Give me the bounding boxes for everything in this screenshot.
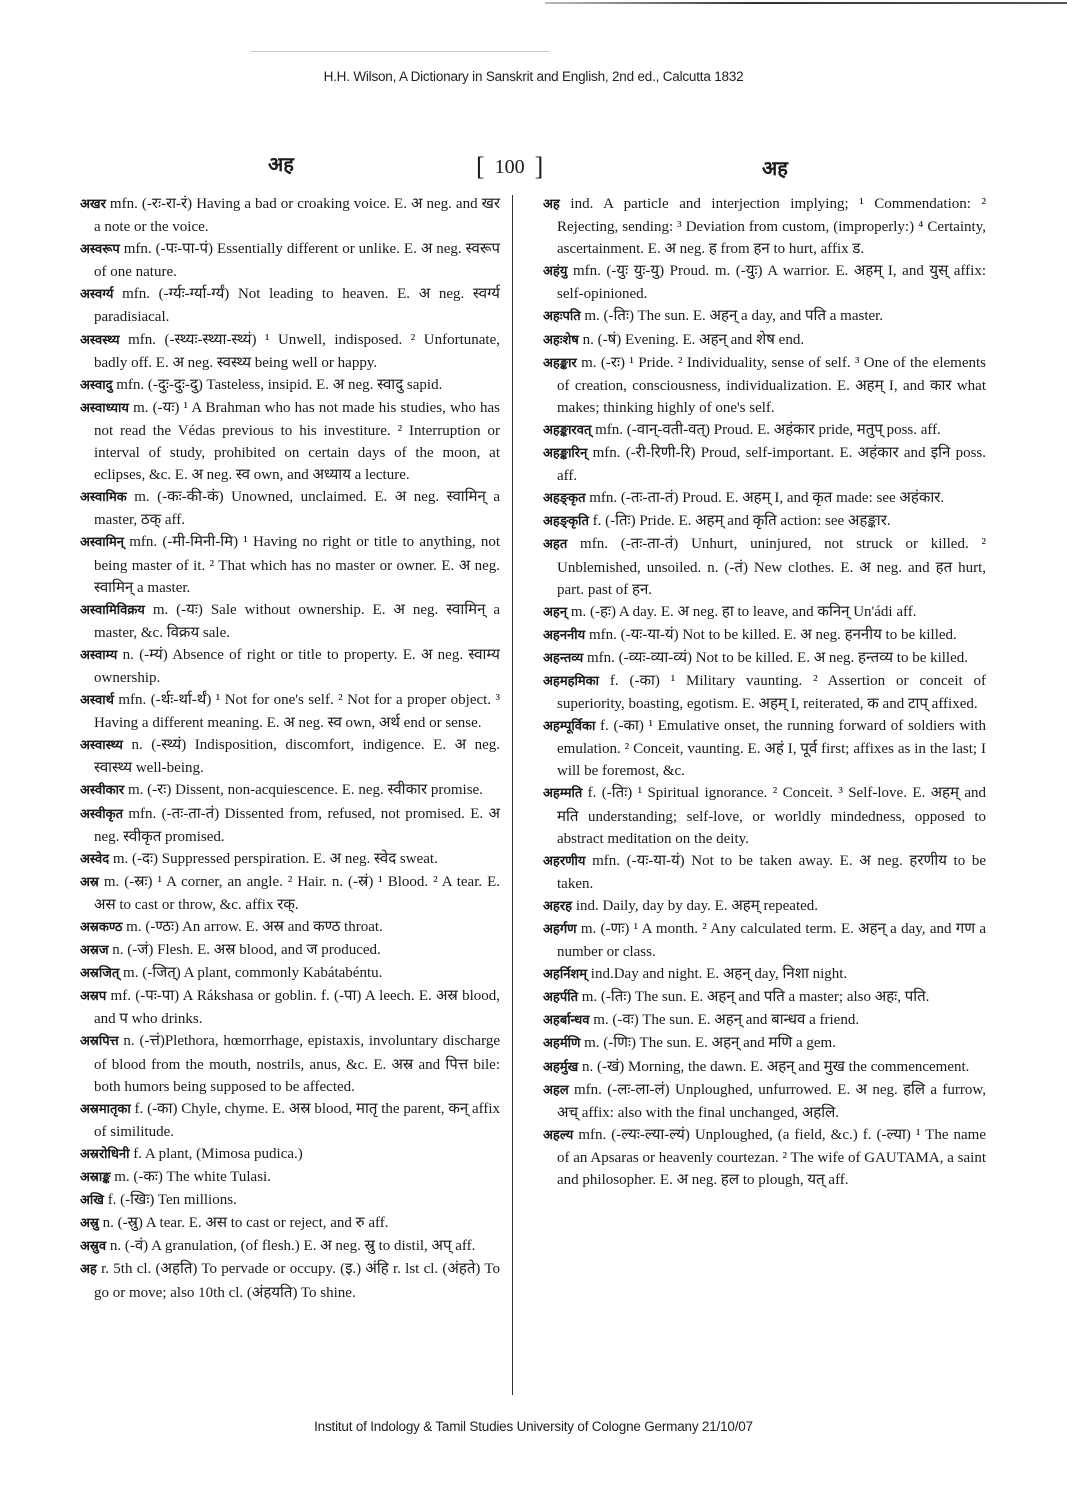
entry-definition: n. (-स्थ्यं) Indisposition, discomfort, indigence. E. अ neg. स्वास्थ्य well-being.: [94, 737, 500, 777]
left-column: [80, 193, 500, 1304]
entry-definition: m. (-यः) ¹ A Brahman who has not made his studies, who has not read the Védas previous to his investiture. ² Interruption or interval of study, prohibited on certain days of the moon, at eclipses, &c. E. अ neg. स्व own, and अध्याय a lecture.: [94, 399, 501, 484]
dictionary-entry: [80, 803, 500, 848]
dictionary-entry: [543, 510, 986, 533]
dictionary-entry: [80, 962, 500, 985]
dictionary-entry: [80, 1258, 500, 1303]
dictionary-entry: [543, 1009, 986, 1032]
entry-definition: m. (-जित्) A plant, commonly Kabátabéntu.: [123, 965, 383, 982]
entry-definition: m. (-वः) The sun. E. अहन् and बान्धव a friend.: [593, 1012, 860, 1029]
running-head-right: अह: [762, 156, 788, 180]
entry-headword: अस्रुव: [80, 1239, 107, 1255]
entry-headword: अहङ्कारवत्: [543, 422, 592, 438]
entry-definition: f. (-का) Chyle, chyme. E. अस्र blood, मातृ the parent, कन् affix of similitude.: [94, 1100, 500, 1140]
entry-headword: अस्वीकार: [80, 783, 125, 799]
entry-definition: n. (-जं) Flesh. E. अस्र blood, and ज produced.: [112, 942, 381, 959]
entry-definition: mfn. (-लः-ला-लं) Unploughed, unfurrowed. E. अ neg. हलि a furrow, अच् affix: also with the final unchanged, अहलि.: [557, 1081, 987, 1121]
dictionary-entry: [80, 644, 500, 689]
entry-definition: m. (-यः) Sale without ownership. E. अ neg. स्वामिन् a master, &c. विक्रय sale.: [94, 601, 501, 641]
entry-definition: mfn. (-दुः-दुः-दु) Tasteless, insipid. E. अ neg. स्वादु sapid.: [116, 376, 443, 393]
entry-definition: m. (-तिः) The sun. E. अहन् a day, and पति a master.: [584, 308, 884, 325]
entry-headword: अहङ्कृत: [543, 491, 586, 507]
entry-headword: अस्वादु: [80, 377, 113, 393]
dictionary-entry: [543, 329, 986, 352]
entry-definition: mf. (-पः-पा) A Rákshasa or goblin. f. (-पा) A leech. E. अस्र blood, and प who drinks.: [94, 988, 501, 1028]
dictionary-entry: [543, 352, 986, 419]
entry-definition: mfn. (-युः युः-यु) Proud. m. (-युः) A warrior. E. अहम् I, and युस् affix: self-opinioned.: [557, 263, 987, 303]
dictionary-entry: [543, 1032, 986, 1055]
entry-definition: m. (-तिः) The sun. E. अहन् and पति a master; also अहः, पति.: [581, 989, 930, 1006]
entry-headword: अस्वाध्याय: [80, 400, 129, 416]
entry-headword: अहन्: [543, 604, 568, 620]
bracket-close: ]: [534, 152, 544, 181]
entry-headword: अस्वीकृत: [80, 806, 123, 822]
right-column: [543, 193, 986, 1191]
entry-headword: अहम्मति: [543, 786, 583, 802]
entry-definition: n. (-वं) A granulation, (of flesh.) E. अ neg. स्रु to distil, अप् aff.: [109, 1238, 476, 1255]
entry-headword: अस्वामिविक्रय: [80, 602, 145, 618]
entry-headword: अस्वामिक: [80, 490, 127, 506]
dictionary-entry: [543, 850, 986, 895]
entry-definition: mfn. (-व्यः-व्या-व्यं) Not to be killed. E. अ neg. हन्तव्य to be killed.: [587, 649, 969, 666]
entry-definition: n. (-त्तं)Plethora, hœmorrhage, epistaxis, involuntary discharge of blood from the mouth, nostrils, anus, &c. E. अस्र and पित्त bile: both humors being supposed to be affected.: [94, 1033, 501, 1095]
entry-headword: अहरह: [543, 898, 573, 914]
entry-definition: m. (-रः) ¹ Pride. ² Individuality, sense of self. ³ One of the elements of creation, consciousness, individualization. E. अहम् I, and कार what makes; thinking highly of one's self.: [557, 354, 986, 416]
entry-headword: अस्वर्ग्य: [80, 287, 114, 303]
dictionary-entry: [80, 1235, 500, 1258]
dictionary-entry: [80, 397, 500, 486]
entry-headword: अहम्पूर्विका: [543, 719, 596, 735]
dictionary-entry: [543, 442, 986, 487]
entry-definition: mfn. (-री-रिणी-रि) Proud, self-important. E. अहंकार and इनि poss. aff.: [557, 445, 987, 485]
entry-headword: अहंयु: [543, 264, 568, 280]
dictionary-entry: [80, 1098, 500, 1143]
entry-headword: अहर्पति: [543, 990, 578, 1006]
entry-headword: अस्रप: [80, 989, 107, 1005]
scan-edge-rule: [545, 2, 1067, 4]
dictionary-entry: [543, 419, 986, 442]
entry-definition: m. (-हः) A day. E. अ neg. हा to leave, and कनिन् Un'ádi aff.: [570, 603, 917, 620]
page-number: [476, 150, 543, 180]
dictionary-entry: [80, 1143, 500, 1166]
entry-definition: mfn. (-यः-या-यं) Not to be taken away. E. अ neg. हरणीय to be taken.: [557, 852, 986, 892]
header-citation: H.H. Wilson, A Dictionary in Sanskrit and English, 2nd ed., Calcutta 1832: [323, 69, 744, 84]
entry-headword: अखि: [80, 1193, 104, 1209]
entry-definition: ind.Day and night. E. अहन् day, निशा night.: [590, 966, 848, 983]
dictionary-entry: [543, 715, 986, 782]
dictionary-entry: [80, 329, 500, 374]
dictionary-entry: [80, 939, 500, 962]
entry-headword: अहःशेष: [543, 332, 579, 348]
dictionary-entry: [543, 533, 986, 600]
dictionary-entry: [543, 670, 986, 715]
scan-faint-rule: [250, 51, 550, 52]
dictionary-entry: [543, 601, 986, 624]
dictionary-entry: [80, 985, 500, 1030]
entry-headword: अस्वस्थ्य: [80, 332, 120, 348]
entry-headword: अह: [543, 197, 560, 212]
entry-headword: अहर्मुख: [543, 1059, 579, 1075]
page-number-value: 100: [494, 156, 525, 178]
running-head-left: अह: [268, 152, 294, 176]
dictionary-entry: [80, 238, 500, 283]
entry-definition: mfn. (-र्ग्यः-र्ग्या-र्ग्यं) Not leading to heaven. E. अ neg. स्वर्ग्य paradisiacal.: [94, 286, 501, 326]
entry-definition: f. (-का) ¹ Military vaunting. ² Assertion or conceit of superiority, boasting, egotism. E. अहम् I, reiterated, क and टाप् affixed.: [557, 672, 987, 713]
entry-headword: अहरणीय: [543, 853, 586, 869]
entry-definition: f. (-तिः) ¹ Spiritual ignorance. ² Conceit. ³ Self-love. E. अहम् and मति understanding; self-love, or worldly mindedness, opposed to abstract meditation on the deity.: [557, 785, 987, 847]
entry-definition: mfn. (-तः-ता-तं) Proud. E. अहम् I, and कृत made: see अहंकार.: [589, 490, 945, 507]
entry-headword: अह: [80, 1262, 97, 1278]
entry-headword: अहर्मणि: [543, 1036, 581, 1052]
bracket-open: [: [476, 152, 485, 181]
entry-headword: अहर्निशम्: [543, 967, 588, 983]
entry-definition: f. A plant, (Mimosa pudica.): [133, 1145, 303, 1162]
entry-headword: अस्रपित्त: [80, 1034, 119, 1050]
dictionary-entry: [80, 871, 500, 916]
entry-headword: अहर्गण: [543, 922, 577, 937]
entry-headword: अस्रु: [80, 1216, 99, 1232]
dictionary-entry: [543, 1056, 986, 1079]
entry-headword: अस्ररोधिनी: [80, 1146, 130, 1162]
entry-definition: ind. A particle and interjection implying; ¹ Commendation: ² Rejecting, sending: ³ Deviation from custom, (improperly:) ⁴ Certainty, ascertainment. E. अ neg. ह from हन to hurt, affix ड.: [557, 196, 986, 258]
dictionary-entry: [543, 895, 986, 918]
dictionary-entry: [543, 963, 986, 986]
entry-definition: mfn. (-स्थ्यः-स्थ्या-स्थ्यं) ¹ Unwell, indisposed. ² Unfortunate, badly off. E. अ neg. स्वस्थ्य being well or happy.: [94, 331, 500, 371]
entry-definition: n. (-षं) Evening. E. अहन् and शेष end.: [582, 331, 805, 348]
entry-definition: m. (-दः) Suppressed perspiration. E. अ neg. स्वेद sweat.: [112, 850, 438, 867]
dictionary-entry: [80, 193, 500, 238]
dictionary-entry: [543, 487, 986, 510]
dictionary-entry: [543, 918, 986, 963]
dictionary-entry: [543, 1124, 986, 1191]
entry-definition: mfn. (-पः-पा-पं) Essentially different or unlike. E. अ neg. स्वरूप of one nature.: [94, 241, 501, 281]
entry-headword: अहःपति: [543, 309, 581, 325]
entry-headword: अहङ्कारिन्: [543, 446, 588, 462]
entry-definition: n. (-म्यं) Absence of right or title to property. E. अ neg. स्वाम्य ownership.: [94, 646, 501, 686]
entry-definition: m. (-स्रः) ¹ A corner, an angle. ² Hair. n. (-स्रं) ¹ Blood. ² A tear. E. अस to cast or throw, &c. affix रक्.: [94, 873, 501, 913]
dictionary-entry: [80, 531, 500, 598]
entry-headword: अहन्तव्य: [543, 650, 584, 666]
entry-headword: अस्वरूप: [80, 242, 120, 258]
entry-definition: mfn. (-वान्-वती-वत्) Proud. E. अहंकार pride, मतुप् poss. aff.: [595, 421, 941, 438]
entry-headword: अहल्य: [543, 1127, 574, 1143]
column-divider: [512, 195, 513, 1395]
dictionary-entry: [80, 848, 500, 871]
dictionary-entry: [543, 1079, 986, 1124]
entry-headword: अहत: [543, 537, 568, 553]
entry-headword: अस्रजित्: [80, 966, 120, 982]
dictionary-entry: [80, 486, 500, 531]
entry-definition: m. (-ण्ठः) An arrow. E. अस्र and कण्ठ throat.: [126, 919, 383, 935]
dictionary-entry: [80, 734, 500, 779]
entry-definition: mfn. (-तः-ता-तं) Dissented from, refused, not promised. E. अ neg. स्वीकृत promised.: [94, 805, 500, 845]
entry-definition: m. (-रः) Dissent, non-acquiescence. E. neg. स्वीकार promise.: [128, 782, 483, 799]
dictionary-entry: [80, 916, 500, 939]
entry-definition: f. (-खिः) Ten millions.: [107, 1192, 237, 1209]
entry-headword: अस्रज: [80, 943, 109, 959]
entry-headword: अखर: [80, 197, 106, 212]
entry-definition: mfn. (-यः-या-यं) Not to be killed. E. अ neg. हननीय to be killed.: [588, 626, 957, 643]
dictionary-entry: [543, 986, 986, 1009]
entry-definition: mfn. (-रः-रा-रं) Having a bad or croaking voice. E. अ neg. and खर a note or the voice.: [94, 196, 500, 236]
entry-headword: अस्रमातृका: [80, 1101, 131, 1117]
entry-definition: n. (-स्रु) A tear. E. अस to cast or reject, and रु aff.: [102, 1215, 389, 1232]
footer-citation: Institut of Indology & Tamil Studies University of Cologne Germany 21/10/07: [314, 1419, 753, 1434]
dictionary-entry: [80, 1166, 500, 1189]
dictionary-entry: [80, 374, 500, 397]
entry-headword: अहल: [543, 1082, 569, 1098]
dictionary-entry: [80, 1189, 500, 1212]
entry-headword: अहननीय: [543, 627, 586, 643]
dictionary-entry: [80, 283, 500, 328]
entry-headword: अस्वामिन्: [80, 535, 124, 551]
entry-definition: m. (-णिः) The sun. E. अहन् and मणि a gem.: [584, 1035, 836, 1052]
entry-definition: ind. Daily, day by day. E. अहम् repeated.: [575, 897, 819, 914]
entry-definition: n. (-खं) Morning, the dawn. E. अहन् and मुख the commencement.: [582, 1058, 970, 1075]
entry-headword: अस्वेद: [80, 851, 110, 867]
entry-definition: f. (-तिः) Pride. E. अहम् and कृति action: see अहङ्कार.: [592, 513, 891, 530]
dictionary-entry: [80, 779, 500, 802]
entry-headword: अहङ्कार: [543, 355, 577, 371]
entry-headword: अस्वास्थ्य: [80, 738, 123, 754]
dictionary-entry: [543, 193, 986, 260]
dictionary-entry: [543, 647, 986, 670]
dictionary-entry: [80, 1030, 500, 1097]
entry-definition: mfn. (-ल्यः-ल्या-ल्यं) Unploughed, (a field, &c.) f. (-ल्या) ¹ The name of an Apsaras or heavenly courtezan. ² The wife of GAUTAMA, a saint and philosopher. E. अ neg. हल to plough, यत् aff.: [557, 1126, 986, 1189]
entry-definition: m. (-णः) ¹ A month. ² Any calculated term. E. अहन् a day, and गण a number or class.: [557, 921, 986, 961]
entry-headword: अस्वार्थ: [80, 693, 114, 709]
entry-definition: f. (-का) ¹ Emulative onset, the running forward of soldiers with emulation. ² Conceit, vaunting. E. अहं I, पूर्व first; affixes as in the last; I will be foremost, &c.: [557, 718, 987, 780]
entry-headword: अहङ्कृति: [543, 514, 589, 530]
entry-definition: m. (-कः) The white Tulasi.: [114, 1169, 271, 1186]
entry-definition: mfn. (-र्थः-र्था-र्थं) ¹ Not for one's self. ² Not for a proper object. ³ Having a different meaning. E. अ neg. स्व own, अर्थ end or sense.: [94, 692, 501, 732]
entry-definition: m. (-कः-की-कं) Unowned, unclaimed. E. अ neg. स्वामिन् a master, ठक् aff.: [94, 489, 500, 529]
entry-headword: अस्रकण्ठ: [80, 920, 123, 935]
dictionary-entry: [543, 782, 986, 849]
dictionary-entry: [543, 260, 986, 305]
entry-definition: mfn. (-मी-मिनी-मि) ¹ Having no right or title to anything, not being master of it. ² That which has no master or owner. E. अ neg. स्वामिन् a master.: [94, 534, 500, 596]
dictionary-entry: [543, 624, 986, 647]
dictionary-entry: [543, 305, 986, 328]
entry-headword: अस्वाम्य: [80, 647, 118, 663]
entry-headword: अस्राङ्क: [80, 1170, 111, 1186]
entry-headword: अहमहमिका: [543, 673, 600, 689]
dictionary-entry: [80, 1212, 500, 1235]
entry-headword: अस्र: [80, 874, 99, 890]
dictionary-entry: [80, 689, 500, 734]
entry-definition: r. 5th cl. (अहति) To pervade or occupy. (इ.) अंहि r. lst cl. (अंहते) To go or move; also 10th cl. (अंहयति) To shine.: [94, 1261, 500, 1301]
entry-definition: mfn. (-तः-ता-तं) Unhurt, uninjured, not struck or killed. ² Unblemished, unsoiled. n. (-तं) New clothes. E. अ neg. and हत hurt, part. past of हन.: [557, 536, 987, 598]
dictionary-entry: [80, 599, 500, 644]
entry-headword: अहर्बान्धव: [543, 1013, 590, 1029]
